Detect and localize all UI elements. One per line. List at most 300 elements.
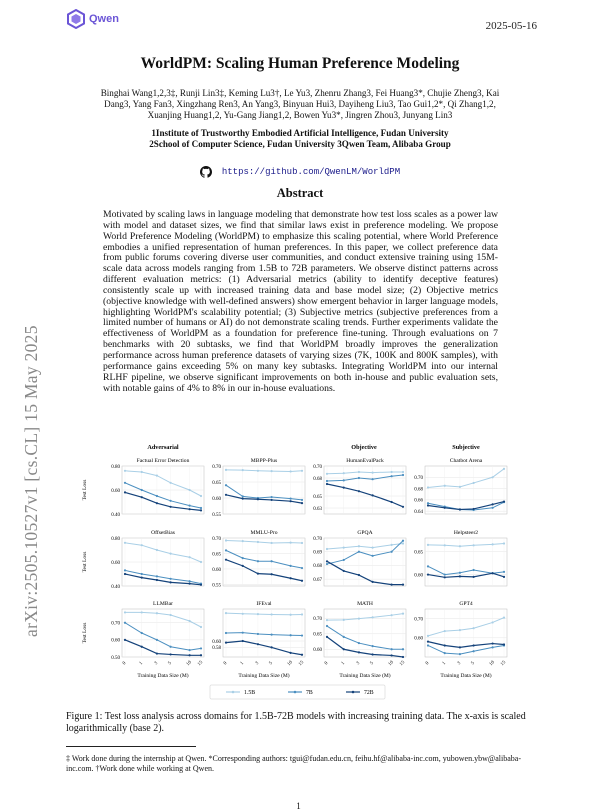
abstract-heading: Abstract bbox=[276, 186, 324, 200]
data-point bbox=[141, 489, 143, 491]
y-tick-label: 0.50 bbox=[111, 655, 120, 661]
qwen-logo bbox=[66, 9, 119, 29]
x-tick-label: 1 bbox=[138, 661, 144, 667]
data-point bbox=[271, 499, 273, 501]
data-point bbox=[427, 644, 429, 646]
panel-title-mmlu-pro: MMLU-Pro bbox=[250, 530, 278, 536]
data-point bbox=[444, 576, 446, 578]
data-point bbox=[271, 542, 273, 544]
data-point bbox=[200, 654, 202, 656]
data-point bbox=[156, 612, 158, 614]
data-point bbox=[156, 575, 158, 577]
data-point bbox=[242, 469, 244, 471]
y-tick-label: 0.70 bbox=[111, 621, 120, 627]
x-tick-label: 5 bbox=[369, 661, 375, 667]
data-point bbox=[473, 576, 475, 578]
data-point bbox=[343, 648, 345, 650]
data-point bbox=[141, 577, 143, 579]
footnote-rule bbox=[66, 746, 196, 747]
abstract-text: Motivated by scaling laws in language modeling that demonstrate how test loss scales as a power law with model and dataset sizes, we find that similar laws exist in preference modeling. We propose World Preference Modeling (WorldPM) to emphasize this scaling potential, where World Preference embodies a unified representation of human preferences. In this paper, we collect preference data from public forums covering diverse user communities, and conduct extensive training using 15M-scale data across models ranging from 1.5B to 72B parameters. We observe distinct patterns across different evaluation metrics: (1) Adversarial metrics (ability to identify deceptive features) consistently scale up with increased training data and base model size; (2) Objective metrics (objective knowledge with well-defined answers) show emergent behavior in larger language models, highlighting WorldPM's scalability potential; (3) Subjective metrics (subjective preferences from a limited number of humans or AI) do not demonstrate scaling trends. Further experiments validate the effectiveness of WorldPM as a foundation for preference fine-tuning. Through evaluations on 7 benchmarks with 20 subtasks, we find that WorldPM broadly improves the generalization performance across human preference datasets of varying sizes (7K, 100K and 800K samples), with performance gains exceeding 5% on many key subtasks. Integrating WorldPM into our internal RLHF pipeline, we observe significant improvements on both in-house and public evaluation sets, with notable gains of 4% to 8% in our in-house evaluations. bbox=[103, 209, 498, 394]
data-point bbox=[301, 580, 303, 582]
data-point bbox=[200, 584, 202, 586]
header-date: 2025-05-16 bbox=[485, 20, 537, 32]
data-point bbox=[427, 504, 429, 506]
data-point bbox=[257, 470, 259, 472]
data-point bbox=[189, 583, 191, 585]
data-point bbox=[391, 551, 393, 553]
data-point bbox=[391, 648, 393, 650]
legend-label: 1.5B bbox=[244, 690, 256, 696]
y-tick-label: 0.55 bbox=[212, 512, 221, 518]
data-point bbox=[189, 580, 191, 582]
data-point bbox=[170, 653, 172, 655]
y-tick-label: 0.67 bbox=[313, 577, 322, 583]
data-point bbox=[124, 639, 126, 641]
data-point bbox=[301, 499, 303, 501]
data-point bbox=[156, 475, 158, 477]
figure-caption: Figure 1: Test loss analysis across domains for 1.5B-72B models with increasing training data. The x-axis is scaled logarithmically (base 2). bbox=[66, 711, 526, 734]
footnote: ‡ Work done during the internship at Qwen. *Corresponding authors: tgui@fudan.edu.cn, feihu.hf@alibaba-inc.com, yubowen.ybw@alibaba-inc.com. †Work done while working at Qwen. bbox=[66, 754, 521, 774]
panel-title-humanevalpack: HumanEvalPack bbox=[346, 458, 384, 464]
y-tick-label: 0.65 bbox=[414, 550, 423, 556]
panel-title-factual-error-detection: Factual Error Detection bbox=[136, 458, 190, 464]
data-point bbox=[427, 573, 429, 575]
data-point bbox=[473, 569, 475, 571]
y-tick-label: 0.58 bbox=[212, 646, 221, 652]
data-point bbox=[391, 501, 393, 503]
y-tick-label: 0.70 bbox=[313, 536, 322, 542]
x-tick-label: 5 bbox=[268, 661, 274, 667]
data-point bbox=[473, 544, 475, 546]
data-point bbox=[301, 654, 303, 656]
page-number: 1 bbox=[296, 801, 301, 811]
data-point bbox=[290, 470, 292, 472]
y-tick-label: 0.80 bbox=[111, 536, 120, 542]
data-point bbox=[290, 634, 292, 636]
data-point bbox=[343, 487, 345, 489]
y-tick-label: 0.40 bbox=[111, 512, 120, 518]
data-point bbox=[459, 572, 461, 574]
data-point bbox=[358, 477, 360, 479]
data-point bbox=[391, 475, 393, 477]
data-point bbox=[257, 541, 259, 543]
data-point bbox=[170, 578, 172, 580]
x-tick-label: 15 bbox=[197, 660, 205, 668]
x-axis-label: Training Data Size (M) bbox=[238, 673, 290, 679]
data-point bbox=[290, 577, 292, 579]
data-point bbox=[402, 542, 404, 544]
data-point bbox=[242, 495, 244, 497]
data-point bbox=[189, 654, 191, 656]
y-tick-label: 0.65 bbox=[313, 632, 322, 638]
arxiv-stamp-text: arXiv:2505.10527v1 [cs.CL] 15 May 2025 bbox=[21, 325, 41, 637]
data-point bbox=[271, 634, 273, 636]
data-point bbox=[372, 478, 374, 480]
data-point bbox=[492, 507, 494, 509]
data-point bbox=[200, 495, 202, 497]
x-axis-label: Training Data Size (M) bbox=[137, 673, 189, 679]
x-tick-label: 1 bbox=[340, 661, 346, 667]
data-point bbox=[271, 560, 273, 562]
data-point bbox=[492, 503, 494, 505]
data-point bbox=[326, 548, 328, 550]
data-point bbox=[156, 652, 158, 654]
data-point bbox=[141, 544, 143, 546]
data-point bbox=[257, 613, 259, 615]
data-point bbox=[170, 581, 172, 583]
data-point bbox=[290, 614, 292, 616]
github-url[interactable]: https://github.com/QwenLM/WorldPM bbox=[221, 167, 401, 177]
data-point bbox=[124, 569, 126, 571]
y-tick-label: 0.68 bbox=[313, 476, 322, 482]
legend-marker bbox=[352, 691, 355, 694]
data-point bbox=[301, 542, 303, 544]
x-axis-label: Training Data Size (M) bbox=[440, 673, 492, 679]
y-tick-label: 0.63 bbox=[313, 506, 322, 512]
data-point bbox=[473, 508, 475, 510]
data-point bbox=[189, 505, 191, 507]
data-point bbox=[372, 494, 374, 496]
x-tick-label: 1 bbox=[239, 661, 245, 667]
data-point bbox=[444, 573, 446, 575]
y-tick-label: 0.60 bbox=[111, 638, 120, 644]
data-point bbox=[271, 470, 273, 472]
data-point bbox=[242, 640, 244, 642]
y-tick-label: 0.66 bbox=[414, 498, 423, 504]
data-point bbox=[391, 471, 393, 473]
data-point bbox=[225, 612, 227, 614]
data-point bbox=[358, 551, 360, 553]
paper-title: WorldPM: Scaling Human Preference Modeling bbox=[140, 55, 460, 72]
data-point bbox=[290, 542, 292, 544]
data-point bbox=[343, 636, 345, 638]
data-point bbox=[402, 613, 404, 615]
data-point bbox=[503, 643, 505, 645]
x-axis-label: Training Data Size (M) bbox=[339, 673, 391, 679]
data-point bbox=[402, 584, 404, 586]
data-point bbox=[402, 474, 404, 476]
affiliation-1: 1Institute of Trustworthy Embodied Artificial Intelligence, Fudan University bbox=[151, 128, 449, 138]
data-point bbox=[156, 639, 158, 641]
data-point bbox=[372, 547, 374, 549]
affiliations bbox=[100, 128, 500, 150]
data-point bbox=[271, 613, 273, 615]
y-axis-label: Test Loss bbox=[82, 551, 88, 573]
data-point bbox=[170, 506, 172, 508]
data-point bbox=[358, 490, 360, 492]
data-point bbox=[257, 560, 259, 562]
legend-marker bbox=[232, 691, 235, 694]
data-point bbox=[257, 573, 259, 575]
data-point bbox=[170, 646, 172, 648]
y-axis-label: Test Loss bbox=[82, 479, 88, 501]
legend-label: 7B bbox=[306, 690, 313, 696]
data-point bbox=[492, 621, 494, 623]
x-tick-label: 3 bbox=[355, 661, 362, 667]
data-point bbox=[271, 573, 273, 575]
data-point bbox=[503, 468, 505, 470]
column-header-adversarial: Adversarial bbox=[147, 444, 179, 451]
data-point bbox=[290, 565, 292, 567]
data-point bbox=[427, 486, 429, 488]
y-tick-label: 0.80 bbox=[111, 464, 120, 470]
data-point bbox=[343, 472, 345, 474]
data-point bbox=[473, 627, 475, 629]
x-tick-label: 3 bbox=[153, 661, 160, 667]
data-point bbox=[326, 483, 328, 485]
data-point bbox=[124, 573, 126, 575]
data-point bbox=[124, 611, 126, 613]
data-point bbox=[402, 648, 404, 650]
data-point bbox=[402, 656, 404, 658]
panel-frame-math bbox=[324, 609, 406, 657]
data-point bbox=[242, 498, 244, 500]
panel-title-ifeval: IFEval bbox=[256, 601, 272, 607]
data-point bbox=[200, 561, 202, 563]
data-point bbox=[358, 574, 360, 576]
y-tick-label: 0.60 bbox=[414, 636, 423, 642]
x-tick-label: 0 bbox=[324, 661, 330, 667]
data-point bbox=[326, 560, 328, 562]
data-point bbox=[326, 563, 328, 565]
data-point bbox=[444, 485, 446, 487]
data-point bbox=[124, 482, 126, 484]
data-point bbox=[257, 643, 259, 645]
panel-title-gpt4: GPT4 bbox=[459, 601, 473, 607]
y-tick-label: 0.68 bbox=[313, 564, 322, 570]
data-point bbox=[459, 646, 461, 648]
panel-frame-mbpp-plus bbox=[223, 466, 305, 514]
data-point bbox=[459, 545, 461, 547]
data-point bbox=[271, 496, 273, 498]
data-point bbox=[459, 486, 461, 488]
y-tick-label: 0.60 bbox=[313, 648, 322, 654]
panel-title-llmbar: LLMBar bbox=[153, 601, 173, 607]
data-point bbox=[391, 614, 393, 616]
data-point bbox=[290, 500, 292, 502]
arxiv-stamp bbox=[8, 232, 50, 642]
author-list: Binghai Wang1,2,3‡, Runji Lin3‡, Keming Lu3†, Le Yu3, Zhenru Zhang3, Fei Huang3*, Chujie Zheng3, Kai Dang3, Yang Fan3, Xingzhang Ren3, An Yang3, Binyuan Hui3, Dayiheng Liu3, Tao Gui1,2*, Qi Zhang1,2, Xuanjing Huang1,2, Yu-Gang Jiang1,2, Bowen Yu3*, Jingren Zhou3, Junyang Lin3 bbox=[100, 88, 500, 121]
data-point bbox=[459, 575, 461, 577]
y-tick-label: 0.70 bbox=[414, 617, 423, 623]
data-point bbox=[170, 614, 172, 616]
data-point bbox=[242, 632, 244, 634]
y-tick-label: 0.70 bbox=[313, 464, 322, 470]
data-point bbox=[200, 507, 202, 509]
data-point bbox=[444, 652, 446, 654]
data-point bbox=[170, 482, 172, 484]
data-point bbox=[225, 494, 227, 496]
data-point bbox=[189, 649, 191, 651]
data-point bbox=[271, 646, 273, 648]
data-point bbox=[301, 613, 303, 615]
x-tick-label: 3 bbox=[254, 661, 261, 667]
y-tick-label: 0.55 bbox=[212, 583, 221, 589]
data-point bbox=[444, 544, 446, 546]
x-tick-label: 5 bbox=[167, 661, 173, 667]
data-point bbox=[326, 636, 328, 638]
data-point bbox=[257, 633, 259, 635]
panel-title-mbpp-plus: MBPP-Plus bbox=[250, 458, 278, 464]
data-point bbox=[492, 476, 494, 478]
panel-title-gpqa: GPQA bbox=[357, 530, 373, 536]
data-point bbox=[473, 482, 475, 484]
data-point bbox=[141, 632, 143, 634]
affiliation-2: 2School of Computer Science, Fudan University 3Qwen Team, Alibaba Group bbox=[149, 139, 451, 149]
data-point bbox=[225, 632, 227, 634]
data-point bbox=[225, 642, 227, 644]
x-tick-label: 10 bbox=[488, 660, 496, 668]
panel-title-chatbot-arena: Chatbot Arena bbox=[449, 458, 483, 464]
data-point bbox=[301, 567, 303, 569]
data-point bbox=[391, 584, 393, 586]
y-tick-label: 0.70 bbox=[212, 464, 221, 470]
data-point bbox=[444, 644, 446, 646]
y-axis-label: Test Loss bbox=[82, 622, 88, 644]
data-point bbox=[156, 579, 158, 581]
data-point bbox=[124, 622, 126, 624]
data-point bbox=[372, 645, 374, 647]
data-point bbox=[189, 620, 191, 622]
y-tick-label: 0.65 bbox=[212, 552, 221, 558]
legend-marker bbox=[294, 691, 297, 694]
x-tick-label: 15 bbox=[500, 660, 508, 668]
data-point bbox=[343, 619, 345, 621]
data-point bbox=[200, 626, 202, 628]
data-point bbox=[225, 484, 227, 486]
y-tick-label: 0.65 bbox=[212, 480, 221, 486]
data-point bbox=[290, 498, 292, 500]
data-point bbox=[301, 634, 303, 636]
github-link-row[interactable] bbox=[100, 166, 500, 178]
data-point bbox=[343, 547, 345, 549]
data-point bbox=[326, 619, 328, 621]
data-point bbox=[402, 540, 404, 542]
data-point bbox=[402, 471, 404, 473]
panel-title-helpsteer2: Helpsteer2 bbox=[453, 530, 479, 536]
data-point bbox=[141, 646, 143, 648]
data-point bbox=[156, 549, 158, 551]
data-point bbox=[189, 489, 191, 491]
data-point bbox=[170, 553, 172, 555]
data-point bbox=[200, 647, 202, 649]
data-point bbox=[444, 630, 446, 632]
x-tick-label: 5 bbox=[470, 661, 476, 667]
x-tick-label: 15 bbox=[298, 660, 306, 668]
data-point bbox=[290, 652, 292, 654]
data-point bbox=[225, 539, 227, 541]
data-point bbox=[242, 565, 244, 567]
data-point bbox=[459, 629, 461, 631]
x-tick-label: 0 bbox=[425, 661, 431, 667]
data-point bbox=[141, 471, 143, 473]
data-point bbox=[459, 653, 461, 655]
data-point bbox=[156, 495, 158, 497]
data-point bbox=[372, 472, 374, 474]
y-tick-label: 0.60 bbox=[414, 573, 423, 579]
y-tick-label: 0.65 bbox=[313, 494, 322, 500]
y-tick-label: 0.69 bbox=[313, 550, 322, 556]
data-point bbox=[141, 496, 143, 498]
data-point bbox=[503, 576, 505, 578]
data-point bbox=[427, 565, 429, 567]
column-header-subjective: Subjective bbox=[452, 444, 480, 451]
data-point bbox=[189, 508, 191, 510]
column-header-objective: Objective bbox=[351, 444, 377, 451]
y-tick-label: 0.64 bbox=[414, 509, 423, 515]
data-point bbox=[301, 470, 303, 472]
data-point bbox=[391, 544, 393, 546]
y-tick-label: 0.40 bbox=[111, 584, 120, 590]
data-point bbox=[391, 654, 393, 656]
data-point bbox=[242, 540, 244, 542]
data-point bbox=[343, 559, 345, 561]
y-tick-label: 0.60 bbox=[111, 488, 120, 494]
data-point bbox=[503, 500, 505, 502]
data-point bbox=[372, 555, 374, 557]
data-point bbox=[326, 625, 328, 627]
data-point bbox=[492, 646, 494, 648]
x-tick-label: 10 bbox=[185, 660, 193, 668]
data-point bbox=[326, 473, 328, 475]
data-point bbox=[141, 611, 143, 613]
data-point bbox=[372, 616, 374, 618]
x-tick-label: 10 bbox=[286, 660, 294, 668]
data-point bbox=[372, 581, 374, 583]
x-tick-label: 1 bbox=[441, 661, 447, 667]
panel-title-math: MATH bbox=[357, 601, 373, 607]
data-point bbox=[459, 508, 461, 510]
data-point bbox=[427, 502, 429, 504]
data-point bbox=[492, 543, 494, 545]
data-point bbox=[358, 651, 360, 653]
data-point bbox=[372, 653, 374, 655]
data-point bbox=[503, 542, 505, 544]
data-point bbox=[225, 559, 227, 561]
data-point bbox=[358, 545, 360, 547]
x-tick-label: 0 bbox=[122, 661, 128, 667]
x-tick-label: 10 bbox=[387, 660, 395, 668]
y-tick-label: 0.60 bbox=[212, 567, 221, 573]
y-tick-label: 0.60 bbox=[212, 496, 221, 502]
data-point bbox=[402, 506, 404, 508]
y-tick-label: 0.70 bbox=[212, 536, 221, 542]
data-point bbox=[326, 480, 328, 482]
x-tick-label: 3 bbox=[456, 661, 463, 667]
data-point bbox=[358, 618, 360, 620]
github-icon bbox=[200, 166, 212, 178]
data-point bbox=[503, 617, 505, 619]
data-point bbox=[124, 542, 126, 544]
data-point bbox=[200, 509, 202, 511]
data-point bbox=[427, 635, 429, 637]
figure-1-chart bbox=[76, 441, 521, 703]
data-point bbox=[492, 642, 494, 644]
data-point bbox=[225, 469, 227, 471]
data-point bbox=[242, 613, 244, 615]
data-point bbox=[427, 544, 429, 546]
data-point bbox=[170, 500, 172, 502]
data-point bbox=[473, 644, 475, 646]
data-point bbox=[242, 557, 244, 559]
data-point bbox=[301, 502, 303, 504]
data-point bbox=[124, 491, 126, 493]
data-point bbox=[492, 572, 494, 574]
data-point bbox=[358, 471, 360, 473]
panel-title-offsetbias: OffsetBias bbox=[151, 530, 175, 536]
data-point bbox=[156, 502, 158, 504]
x-tick-label: 15 bbox=[399, 660, 407, 668]
